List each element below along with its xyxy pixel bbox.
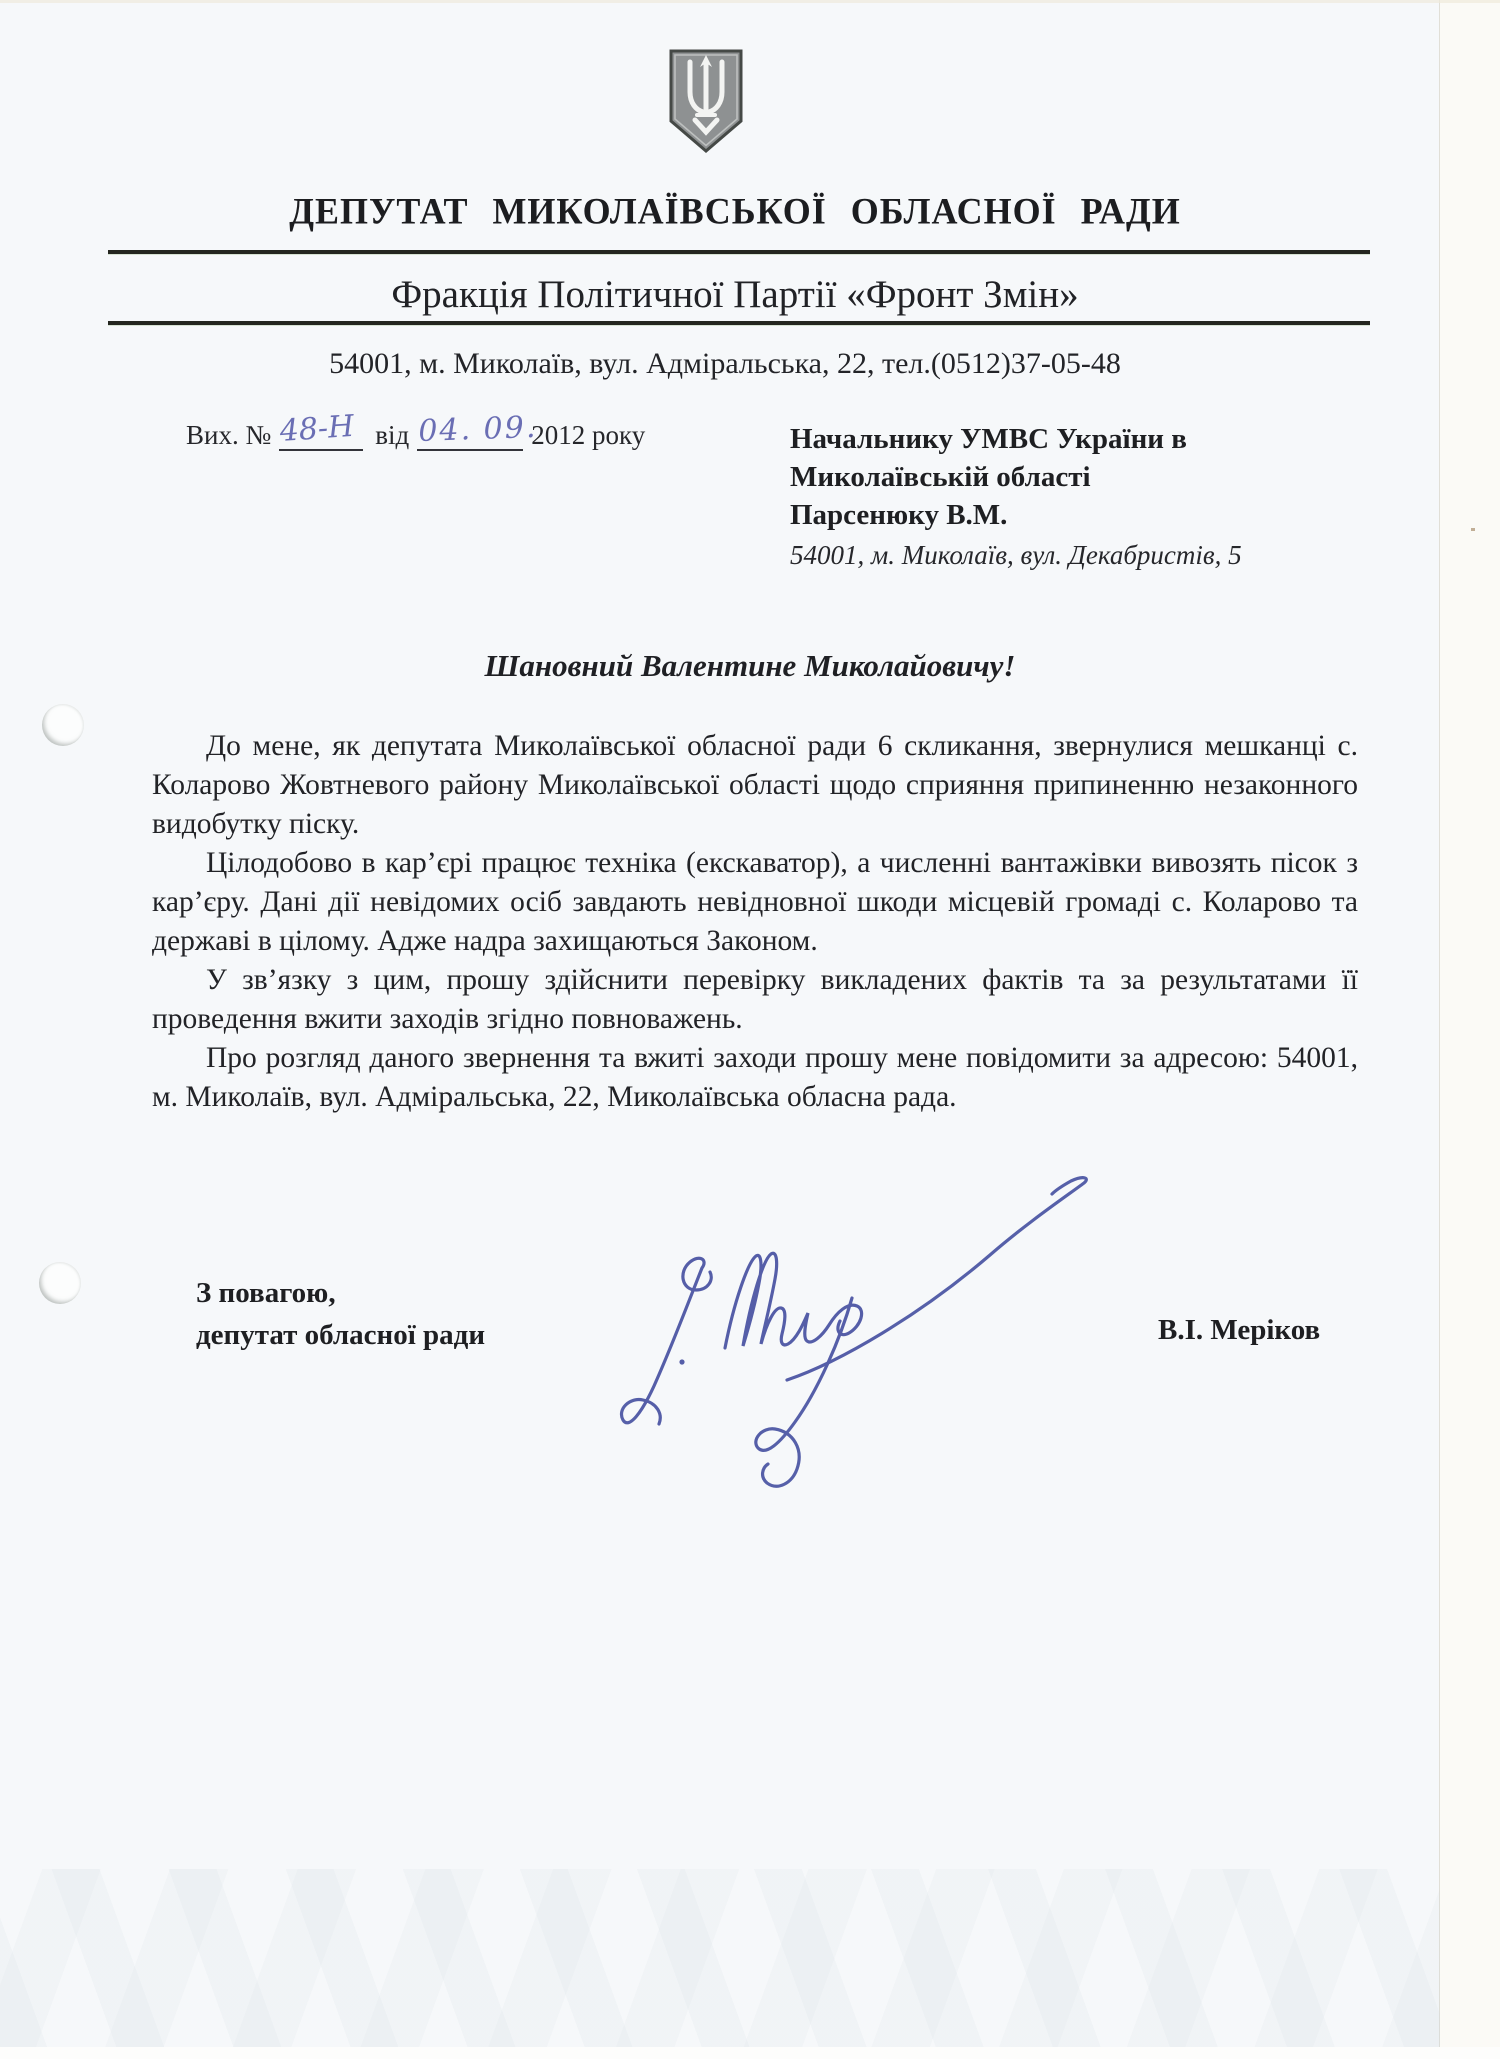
recipient-address: 54001, м. Миколаїв, вул. Декабристів, 5 (790, 540, 1242, 570)
ref-prefix-label: Вих. № (186, 420, 272, 450)
scan-bottom-edge (0, 2047, 1500, 2059)
handwritten-signature (590, 1150, 1135, 1495)
signoff-block (196, 1272, 485, 1356)
recipient-line-2: Миколаївській області (790, 461, 1091, 493)
signoff-line-1: З повагою, (196, 1277, 336, 1309)
ref-year-label: 2012 року (531, 420, 646, 450)
letterhead-rule-bottom (108, 321, 1370, 325)
signatory-name: В.І. Меріков (1158, 1314, 1321, 1346)
letterhead-fraction: Фракція Політичної Партії «Фронт Змін» (391, 273, 1079, 316)
body-paragraph-4: Про розгляд даного звернення та вжиті заходи прошу мене повідомити за адресою: 54001, м. Миколаїв, вул. Адміральська, 22, Миколаївська обласна рада. (152, 1042, 1358, 1113)
salutation-line: Шановний Валентине Миколайовичу! (484, 648, 1016, 683)
recipient-block (790, 420, 1242, 574)
recipient-line-3: Парсенюку В.М. (790, 499, 1008, 531)
letterhead-rule-top (108, 250, 1370, 254)
letterhead-address: 54001, м. Миколаїв, вул. Адміральська, 22, тел.(0512)37-05-48 (329, 347, 1121, 380)
ref-date-blank (417, 409, 539, 451)
outgoing-reference-line (186, 408, 646, 451)
scan-top-edge (0, 0, 1500, 3)
letterhead-title: ДЕПУТАТ МИКОЛАЇВСЬКОЇ ОБЛАСНОЇ РАДИ (289, 190, 1181, 232)
ref-number-blank (278, 408, 363, 451)
ref-number-handwritten: 48-Н (278, 408, 356, 449)
body-paragraph-3: У зв’язку з цим, прошу здійснити перевірку викладених фактів та за результатами її проведення вжити заходів згідно повноважень. (152, 964, 1358, 1035)
scan-dust-speck (1471, 528, 1475, 531)
body-paragraph-1: До мене, як депутата Миколаївської обласної ради 6 скликання, звернулися мешканці с. Коларово Жовтневого району Миколаївської області щодо сприяння припиненню незаконного видобутку піску. (152, 730, 1358, 840)
signoff-line-2: депутат обласної ради (196, 1319, 486, 1351)
body-paragraph-2: Цілодобово в кар’єрі працює техніка (екскаватор), а численні вантажівки вивозять пісок з кар’єру. Дані дії невідомих осіб завдають невідновної шкоди місцевій громаді с. Коларово та державі в цілому. Адже надра захищаються Законом. (152, 847, 1358, 957)
ref-date-handwritten: 04. 09. (417, 409, 539, 449)
recipient-line-1: Начальнику УМВС України в (790, 423, 1187, 455)
ukraine-trident-shield-icon (668, 48, 744, 154)
scan-texture-artifact (0, 1869, 1440, 2049)
ref-vid-label: від (375, 420, 410, 450)
letter-body (152, 727, 1358, 1117)
punch-hole-bottom (39, 1262, 81, 1304)
punch-hole-top (42, 704, 84, 746)
scanner-background-strip (1439, 0, 1500, 2059)
